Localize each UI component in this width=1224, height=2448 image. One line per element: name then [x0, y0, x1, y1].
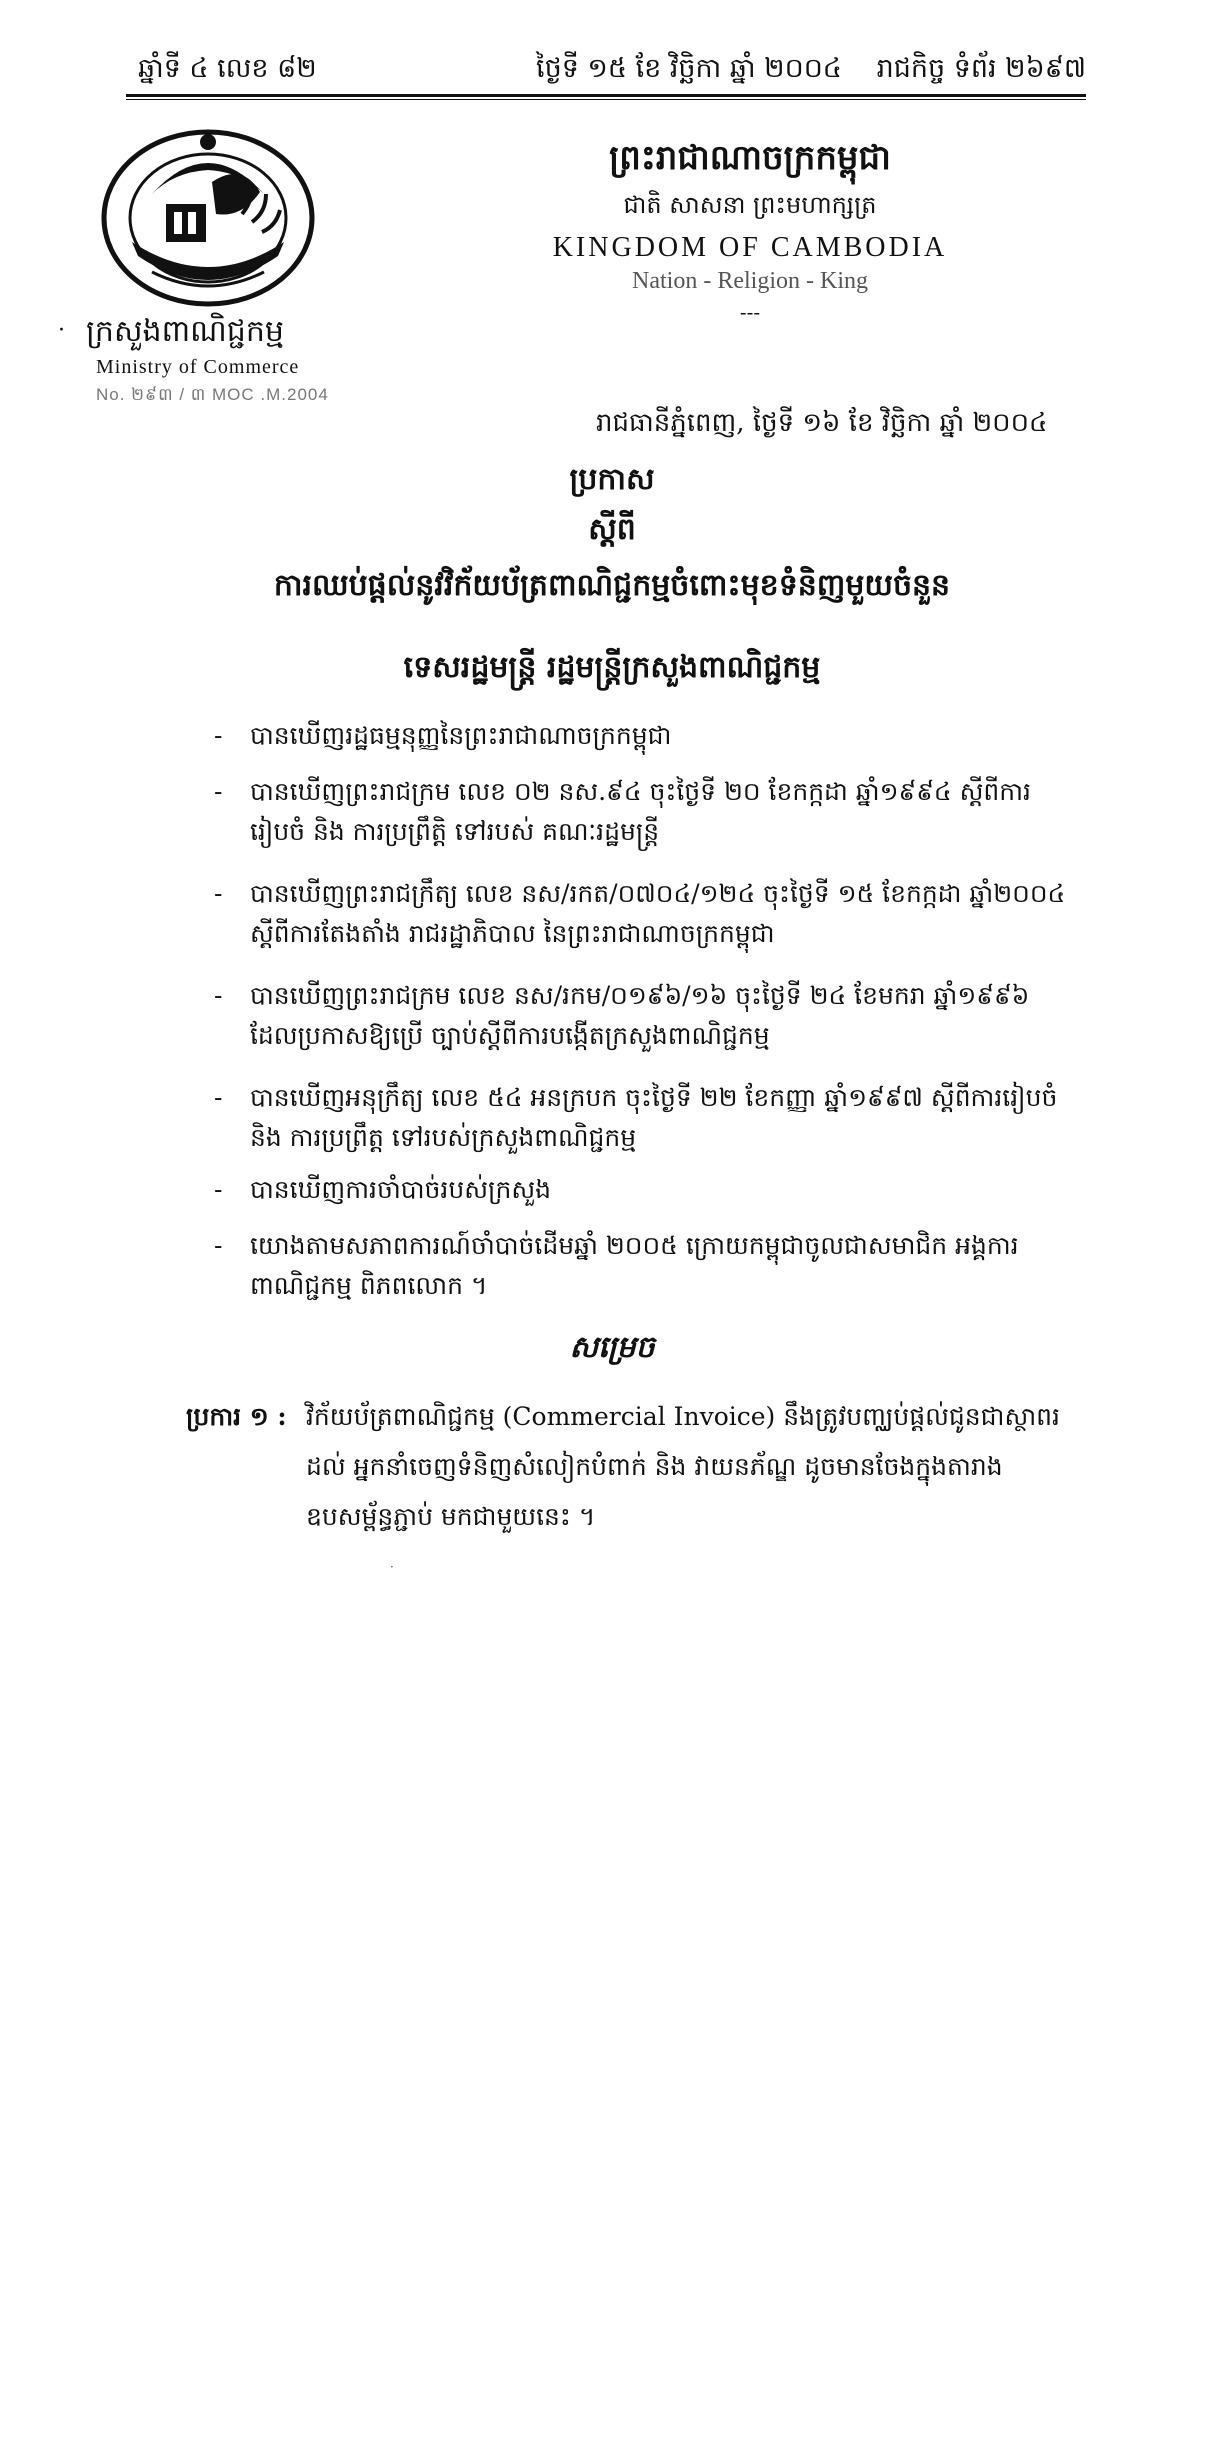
list-dash: -	[214, 1231, 223, 1260]
consideration-text: បានឃើញព្រះរាជក្រឹត្យ លេខ នស/រកត/០៧០៤/១២៤ ចុះថ្ងៃទី ១៥ ខែកក្កដា ឆ្នាំ២០០៤ ស្តីពីការតែងតាំង រាជរដ្ឋាភិបាល នៃព្រះរាជាណាចក្រកម្ពុជា	[250, 879, 1066, 948]
consideration-item	[214, 1170, 1084, 1210]
ministry-name-en: Ministry of Commerce	[96, 356, 300, 378]
consideration-text: បានឃើញរដ្ឋធម្មនុញ្ញនៃព្រះរាជាណាចក្រកម្ពុជា	[250, 721, 672, 750]
list-dash: -	[214, 981, 223, 1010]
consideration-text: យោងតាមសភាពការណ៍ចាំបាច់ដើមឆ្នាំ ២០០៥ ក្រោយកម្ពុជាចូលជាសមាជិក អង្គការពាណិជ្ជកម្ម ពិភពលោក ។	[250, 1231, 1019, 1300]
list-dash: -	[214, 1175, 223, 1204]
gazette-page: រាជកិច្ច ទំព័រ ២៦៩៧	[876, 53, 1086, 84]
consideration-item	[214, 716, 1084, 756]
kingdom-motto-en: Nation - Religion - King	[632, 268, 868, 294]
list-dash: -	[214, 721, 223, 750]
decision-heading: សម្រេច	[569, 1330, 655, 1365]
consideration-item	[214, 1078, 1084, 1158]
consideration-text: បានឃើញការចាំបាច់របស់ក្រសួង	[250, 1175, 552, 1204]
kingdom-name-en: KINGDOM OF CAMBODIA	[552, 232, 948, 263]
consideration-item	[214, 976, 1084, 1056]
kingdom-name-kh: ព្រះរាជាណាចក្រកម្ពុជា	[609, 138, 891, 178]
consideration-item	[214, 1226, 1084, 1306]
list-dash: -	[214, 879, 223, 908]
kingdom-motto-kh: ជាតិ សាសនា ព្រះមហាក្សត្រ	[623, 191, 877, 219]
article-label: ប្រការ ១ :	[186, 1402, 287, 1431]
ministry-name-kh: ក្រសួងពាណិជ្ជកម្ម	[86, 314, 284, 349]
article-text: វិក័យប័ត្រពាណិជ្ជកម្ម (Commercial Invoice) នឹងត្រូវបញ្ឈប់ផ្តល់ជូនជាស្ថាពរដល់ អ្នកនាំចេញទំនិញសំលៀកបំពាក់ និង វាយនភ័ណ្ឌ ដូចមានចែងក្នុងតារាងឧបសម្ព័ន្ធភ្ជាប់ មកជាមួយនេះ ។	[306, 1402, 1060, 1531]
consideration-text: បានឃើញព្រះរាជក្រម លេខ នស/រកម/០១៩៦/១៦ ចុះថ្ងៃទី ២៤ ខែមករា ឆ្នាំ១៩៩៦ ដែលប្រកាសឱ្យប្រើ ច្បាប់ស្តីពីការបង្កើតក្រសួងពាណិជ្ជកម្ម	[250, 981, 1030, 1050]
list-dash: -	[214, 1083, 223, 1112]
document-about: ស្តីពី	[588, 512, 636, 547]
consideration-text: បានឃើញព្រះរាជក្រម លេខ ០២ នស.៩៤ ចុះថ្ងៃទី ២០ ខែកក្កដា ឆ្នាំ១៩៩៤ ស្តីពីការរៀបចំ និង ការប្រព្រឹត្តិ ទៅរបស់ គណៈរដ្ឋមន្ត្រី	[250, 777, 1031, 846]
document-subject: ការឈប់ផ្តល់នូវវិក័យប័ត្រពាណិជ្ជកម្មចំពោះមុខទំនិញមួយចំនួន	[273, 568, 951, 603]
consideration-text: បានឃើញអនុក្រឹត្យ លេខ ៥៤ អនក្របក ចុះថ្ងៃទី ២២ ខែកញ្ញា ឆ្នាំ១៩៩៧ ស្តីពីការរៀបចំ និង ការប្រព្រឹត្ត ទៅរបស់ក្រសួងពាណិជ្ជកម្ម	[250, 1083, 1058, 1152]
scan-speck: ·	[390, 1560, 394, 1574]
document-number: No. ២៩៣ / ៣ MOC .M.2004	[96, 385, 329, 404]
ministry-seal-logo	[92, 122, 324, 310]
document-type: ប្រកាស	[569, 462, 655, 497]
gazette-issue: ឆ្នាំទី ៤ លេខ ៨២	[138, 53, 317, 84]
consideration-item	[214, 874, 1084, 954]
gazette-date: ថ្ងៃទី ១៥ ខែ វិច្ឆិកា ឆ្នាំ ២០០៤	[536, 53, 842, 84]
header-rule	[126, 94, 1086, 97]
consideration-item	[214, 772, 1084, 852]
header-rule-thin	[126, 99, 1086, 100]
issuing-authority: ទេសរដ្ឋមន្ត្រី រដ្ឋមន្ត្រីក្រសួងពាណិជ្ជកម្ម	[403, 650, 821, 685]
margin-mark: ·	[58, 318, 65, 343]
motto-ornament: ---	[739, 300, 761, 324]
article-1	[186, 1392, 1086, 1542]
place-and-date: រាជធានីភ្នំពេញ, ថ្ងៃទី ១៦ ខែ វិច្ឆិកា ឆ្នាំ ២០០៤	[596, 408, 1048, 438]
list-dash: -	[214, 777, 223, 806]
